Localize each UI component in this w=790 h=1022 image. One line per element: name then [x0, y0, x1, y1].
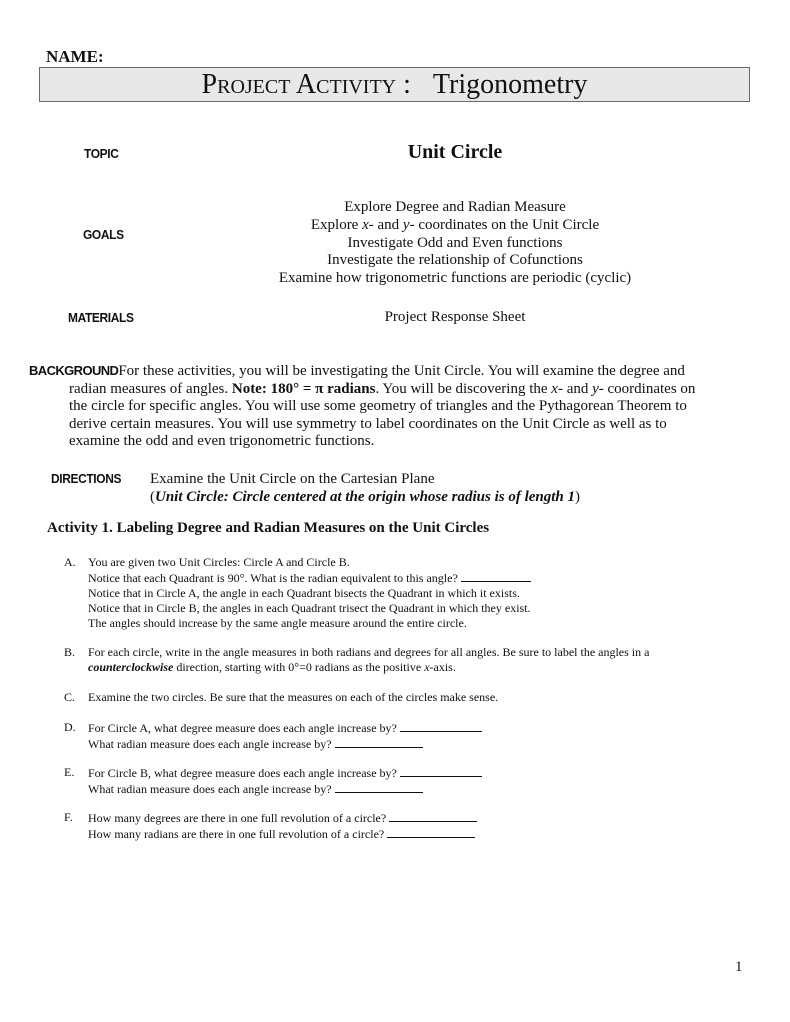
- page-number: 1: [735, 959, 743, 975]
- question-letter: B.: [64, 645, 76, 659]
- goals-label: GOALS: [83, 227, 124, 242]
- goal-item: Investigate Odd and Even functions: [347, 234, 563, 251]
- question-letter: E.: [64, 765, 75, 779]
- goal-item: Investigate the relationship of Cofunctions: [327, 252, 583, 269]
- background-label: BACKGROUND: [29, 363, 119, 378]
- directions-line-2: (Unit Circle: Circle centered at the origin whose radius is of length 1): [150, 489, 581, 505]
- materials-label: MATERIALS: [68, 310, 134, 325]
- question-letter: A.: [64, 555, 76, 569]
- background-line-3: the circle for specific angles. You will use some geometry of triangles and the Pythagorean Theorem to: [69, 398, 687, 415]
- page-title-box: [39, 67, 750, 102]
- name-label: NAME:: [46, 47, 104, 66]
- goal-item: Examine how trigonometric functions are periodic (cyclic): [278, 270, 632, 287]
- directions-line-1: Examine the Unit Circle on the Cartesian Plane: [150, 471, 435, 487]
- materials-value: Project Response Sheet: [384, 309, 526, 325]
- question-letter: C.: [64, 690, 76, 704]
- topic-label: TOPIC: [84, 146, 119, 161]
- goal-item: Explore Degree and Radian Measure: [344, 199, 566, 215]
- background-line-1: BACKGROUNDFor these activities, you will be investigating the Unit Circle. You will examine the degree and: [29, 363, 685, 379]
- background-paragraph: [29, 362, 729, 451]
- topic-value: Unit Circle: [407, 141, 503, 163]
- answer-blank-revolution-radians[interactable]: [387, 826, 475, 838]
- note-formula: Note: 180° = π radians: [231, 380, 376, 397]
- answer-blank-circle-b-degrees[interactable]: [400, 765, 482, 777]
- question-letter: F.: [64, 810, 73, 824]
- directions-label: DIRECTIONS: [51, 471, 122, 486]
- title-project-activity: Project Activity :: [201, 69, 411, 100]
- answer-blank-circle-a-radians[interactable]: [335, 736, 423, 748]
- unit-circle-definition: Unit Circle: Circle centered at the origin whose radius is of length 1: [155, 489, 576, 505]
- background-line-2: radian measures of angles. Note: 180° = π radians. You will be discovering the x- and y- coordinates on: [69, 380, 696, 397]
- answer-blank-circle-a-degrees[interactable]: [400, 720, 482, 732]
- background-line-5: examine the odd and even trigonometric functions.: [69, 433, 375, 450]
- goals-list: [240, 199, 670, 288]
- answer-blank-radian-quadrant[interactable]: [461, 570, 531, 582]
- answer-blank-circle-b-radians[interactable]: [335, 781, 423, 793]
- goal-item: Explore x- and y- coordinates on the Unit Circle: [310, 216, 600, 233]
- answer-blank-revolution-degrees[interactable]: [389, 810, 477, 822]
- background-line-4: derive certain measures. You will use symmetry to label coordinates on the Unit Circle as well as to: [69, 415, 667, 432]
- directions-text: [150, 470, 580, 506]
- title-subject: Trigonometry: [432, 69, 588, 100]
- question-letter: D.: [64, 720, 76, 734]
- activity-title: Activity 1. Labeling Degree and Radian Measures on the Unit Circles: [47, 520, 490, 536]
